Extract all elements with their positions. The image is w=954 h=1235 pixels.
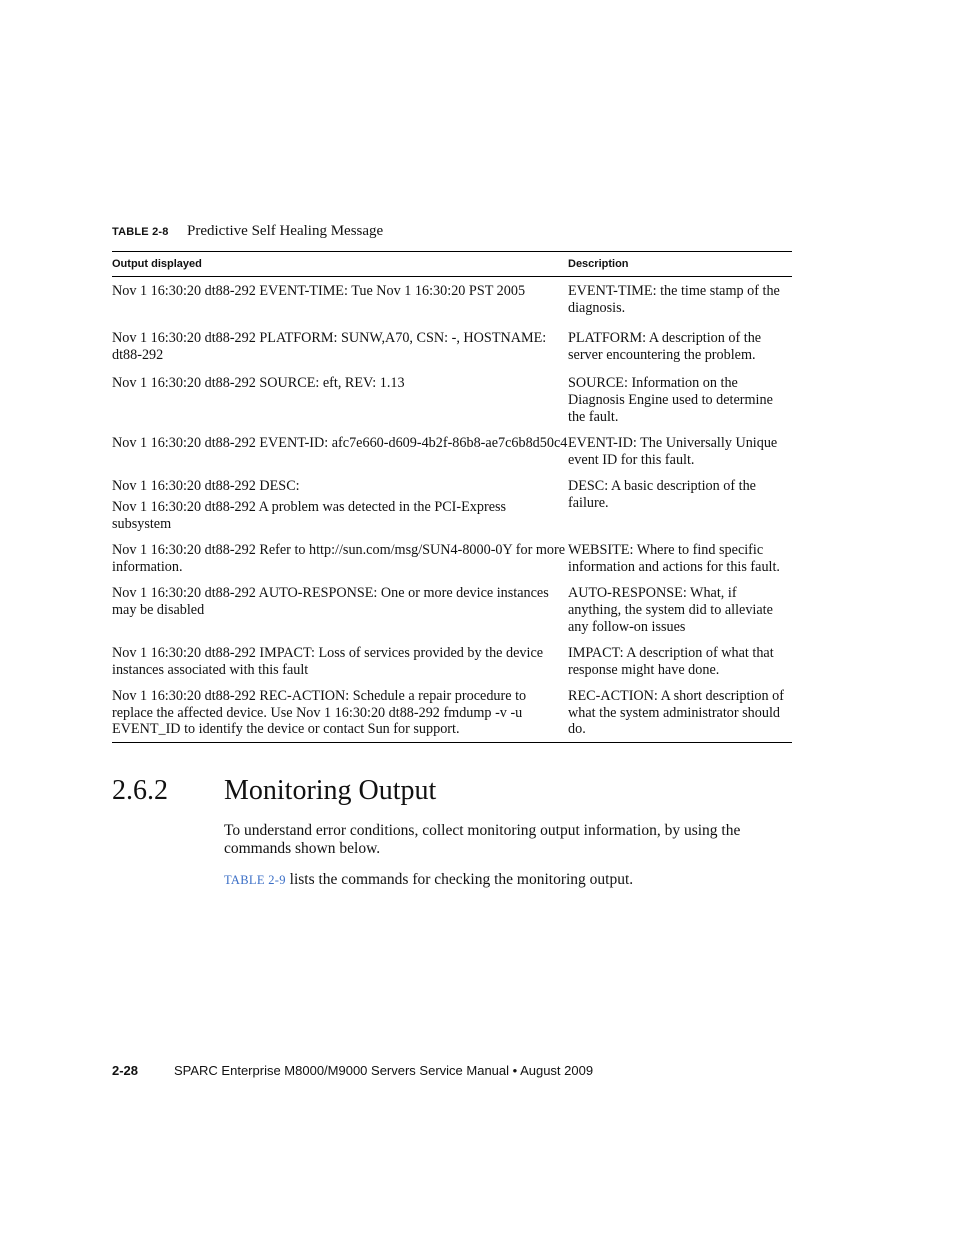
output-text: Nov 1 16:30:20 dt88-292 IMPACT: Loss of services provided by the device instances associated with this fault (112, 645, 544, 678)
section-heading: Monitoring Output (224, 775, 437, 806)
body-paragraph: To understand error conditions, collect monitoring output information, by using the commands shown below. (224, 822, 741, 857)
column-header-description: Description (568, 258, 629, 270)
table-row (112, 684, 792, 742)
output-cell (112, 435, 568, 468)
table-row (112, 538, 792, 581)
description-cell (568, 688, 792, 738)
output-text: Nov 1 16:30:20 dt88-292 EVENT-ID: afc7e660-d609-4b2f-86b8-ae7c6b8d50c4 (112, 435, 568, 452)
table-header (112, 252, 792, 277)
output-cell (112, 283, 568, 316)
body-paragraph-xref (224, 871, 794, 889)
description-cell (568, 330, 792, 363)
description-text: IMPACT: A description of what that response might have done. (568, 645, 774, 678)
description-text: PLATFORM: A description of the server encountering the problem. (568, 330, 762, 363)
output-cell (112, 645, 568, 678)
output-text: Nov 1 16:30:20 dt88-292 AUTO-RESPONSE: One or more device instances may be disabled (112, 585, 549, 618)
table-title: Predictive Self Healing Message (187, 223, 384, 239)
paragraph-text: lists the commands for checking the monitoring output. (285, 871, 634, 888)
psh-message-table (112, 251, 792, 743)
output-cell (112, 585, 568, 635)
description-cell (568, 585, 792, 635)
table-row (112, 371, 792, 431)
output-text: Nov 1 16:30:20 dt88-292 EVENT-TIME: Tue Nov 1 16:30:20 PST 2005 (112, 283, 526, 299)
description-text: SOURCE: Information on the Diagnosis Engine used to determine the fault. (568, 375, 773, 425)
table-body (112, 277, 792, 742)
output-cell (112, 478, 568, 532)
description-cell (568, 645, 792, 678)
table-row (112, 277, 792, 324)
description-cell (568, 435, 792, 468)
table-row (112, 431, 792, 474)
table-label: TABLE 2-8 (112, 226, 169, 238)
page-footer (112, 1063, 593, 1078)
table-row (112, 474, 792, 538)
description-cell (568, 375, 792, 425)
table-caption (112, 222, 792, 240)
output-cell (112, 542, 568, 575)
table-row (112, 324, 792, 371)
description-text: WEBSITE: Where to find specific information and actions for this fault. (568, 542, 780, 575)
description-cell (568, 478, 792, 532)
output-text: Nov 1 16:30:20 dt88-292 DESC: (112, 478, 300, 495)
table-row (112, 641, 792, 684)
description-text: EVENT-ID: The Universally Unique event ID for this fault. (568, 435, 778, 468)
output-text: Nov 1 16:30:20 dt88-292 REC-ACTION: Schedule a repair procedure to replace the affected device. Use Nov 1 16:30:20 dt88-292 fmdump -v -u EVENT_ID to identify the device or contact Sun for support. (112, 688, 527, 738)
output-cell (112, 330, 568, 363)
footer-text: SPARC Enterprise M8000/M9000 Servers Service Manual • August 2009 (174, 1063, 594, 1078)
table-row (112, 581, 792, 641)
output-text: Nov 1 16:30:20 dt88-292 Refer to http://sun.com/msg/SUN4-8000-0Y for more information. (112, 542, 566, 575)
page-number: 2-28 (112, 1063, 139, 1078)
output-text: Nov 1 16:30:20 dt88-292 PLATFORM: SUNW,A70, CSN: -, HOSTNAME: dt88-292 (112, 330, 547, 363)
output-cell (112, 375, 568, 425)
section-number: 2.6.2 (112, 775, 168, 806)
output-text: Nov 1 16:30:20 dt88-292 A problem was detected in the PCI-Express subsystem (112, 498, 507, 532)
description-cell (568, 283, 792, 316)
column-header-output: Output displayed (112, 258, 202, 270)
output-text: Nov 1 16:30:20 dt88-292 SOURCE: eft, REV: 1.13 (112, 375, 405, 392)
description-text: AUTO-RESPONSE: What, if anything, the system did to alleviate any follow-on issues (568, 585, 773, 635)
description-cell (568, 542, 792, 575)
description-text: DESC: A basic description of the failure. (568, 478, 756, 511)
description-text: EVENT-TIME: the time stamp of the diagnosis. (568, 283, 780, 316)
table-cross-reference-link[interactable]: TABLE 2-9 (224, 873, 286, 887)
description-text: REC-ACTION: A short description of what the system administrator should do. (568, 688, 784, 738)
output-cell (112, 688, 568, 738)
